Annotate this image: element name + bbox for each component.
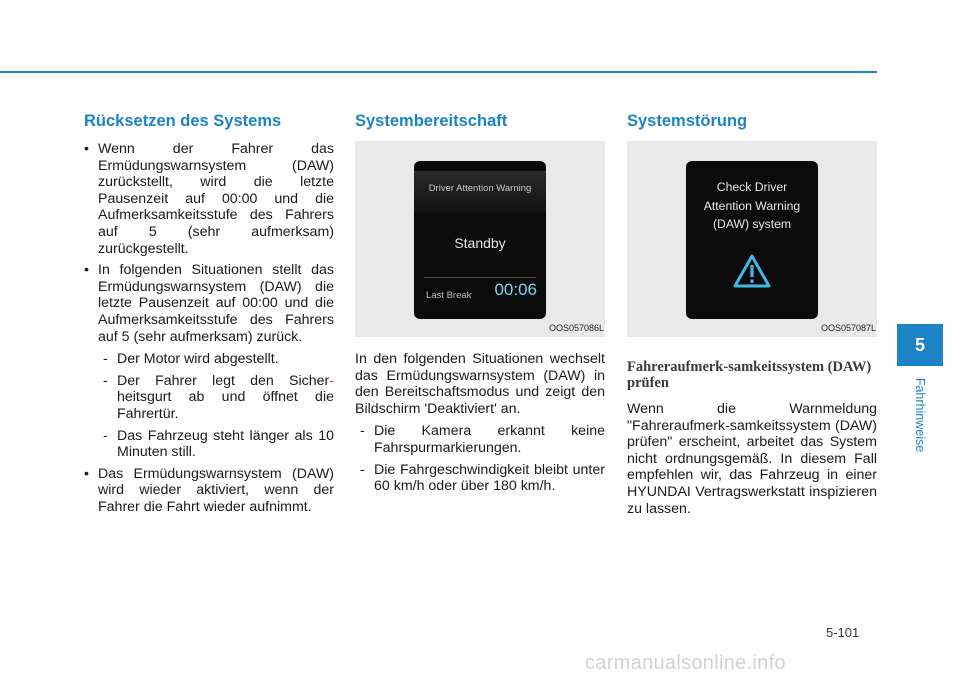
list-item: • Wenn der Fahrer das Ermüdungswarnsystem (DAW) zurückstellt, wird die letzte Pausenzeit auf 00:00 und die Aufmerksamkeitsstufe des Fahrers auf 5 (sehr aufmerksam) zurückgestellt. — [84, 141, 334, 257]
list-item: - Die Fahrgeschwindigkeit bleibt unter 60 km/h oder über 180 km/h. — [355, 462, 605, 495]
warning-triangle-icon — [732, 253, 772, 289]
section-title-malfunction: Systemstörung — [627, 112, 748, 130]
chapter-label — [905, 372, 935, 458]
screen-header — [414, 171, 546, 213]
check-line: Check Driver — [716, 180, 788, 194]
header-rule — [0, 71, 877, 73]
malfunction-paragraph: Wenn die Warnmeldung "Fahreraufmerk-samkeitssystem (DAW) prüfen" erscheint, arbeitet das System nicht ordnungsgemäß. In diesem Fall empfehlen wir, das Fahrzeug in einer HYUNDAI Vertragswerkstatt inspizieren zu lassen. — [627, 401, 877, 517]
last-break-time: 00:06 — [494, 280, 537, 299]
reset-conditions — [98, 351, 334, 461]
page-number: 5-101 — [826, 625, 860, 640]
reset-bullets — [84, 141, 334, 515]
last-break-label: Last Break — [426, 290, 472, 301]
chapter-label-text: Fahrhinweise — [913, 377, 927, 453]
list-item — [98, 373, 334, 423]
watermark: carmanualsonline.info — [585, 652, 786, 674]
list-item — [84, 262, 334, 461]
screen-divider — [424, 277, 536, 278]
list-item: • Das Ermüdungswarnsystem (DAW) wird wieder aktiviert, wenn der Fahrer die Fahrt wieder aufnimmt. — [84, 466, 334, 516]
cluster-screen — [414, 161, 546, 319]
list-item: - Der Motor wird abgestellt. — [98, 351, 334, 368]
check-line: (DAW) system — [712, 217, 792, 231]
check-line: Attention Warning — [703, 198, 801, 213]
standby-text: Standby — [454, 235, 506, 251]
malfunction-display-image — [627, 141, 877, 337]
list-item: - Das Fahrzeug steht länger als 10 Minuten still. — [98, 428, 334, 461]
column-reset — [84, 108, 334, 520]
column-malfunction — [627, 108, 877, 517]
list-item: - Die Kamera erkannt keine Fahrspurmarkierungen. — [355, 423, 605, 456]
hyphen: - — [329, 372, 334, 389]
check-message — [686, 178, 818, 234]
section-title-standby: Systembereitschaft — [355, 112, 508, 130]
standby-paragraph: In den folgenden Situationen wechselt das Ermüdungswarnsystem (DAW) in den Bereitschaftsmodus und zeigt den Bildschirm 'Deaktiviert' an. — [355, 351, 605, 417]
text: heitsgurt ab und öffnet die Fahrertür. — [117, 389, 334, 422]
cluster-screen — [686, 161, 818, 319]
standby-display-image — [355, 141, 605, 337]
section-title-reset: Rücksetzen des Systems — [84, 112, 282, 130]
chapter-tab: 5 — [897, 324, 943, 366]
standby-conditions — [355, 423, 605, 494]
column-standby — [355, 108, 605, 500]
image-code: OOS057086L — [548, 323, 604, 334]
image-code: OOS057087L — [820, 323, 876, 334]
text: Der Fahrer legt den Sicher — [117, 372, 330, 389]
list-item-text: • In folgenden Situationen stellt das Ermüdungswarnsystem (DAW) die letzte Pausenzeit auf 00:00 und die Aufmerksamkeitsstufe des Fahrers auf 5 (sehr aufmerksam) zurück. — [98, 262, 334, 345]
screen-header-text: Driver Attention Warning — [428, 183, 532, 194]
subheading: Fahreraufmerk-samkeitssystem (DAW) prüfen — [627, 359, 872, 391]
